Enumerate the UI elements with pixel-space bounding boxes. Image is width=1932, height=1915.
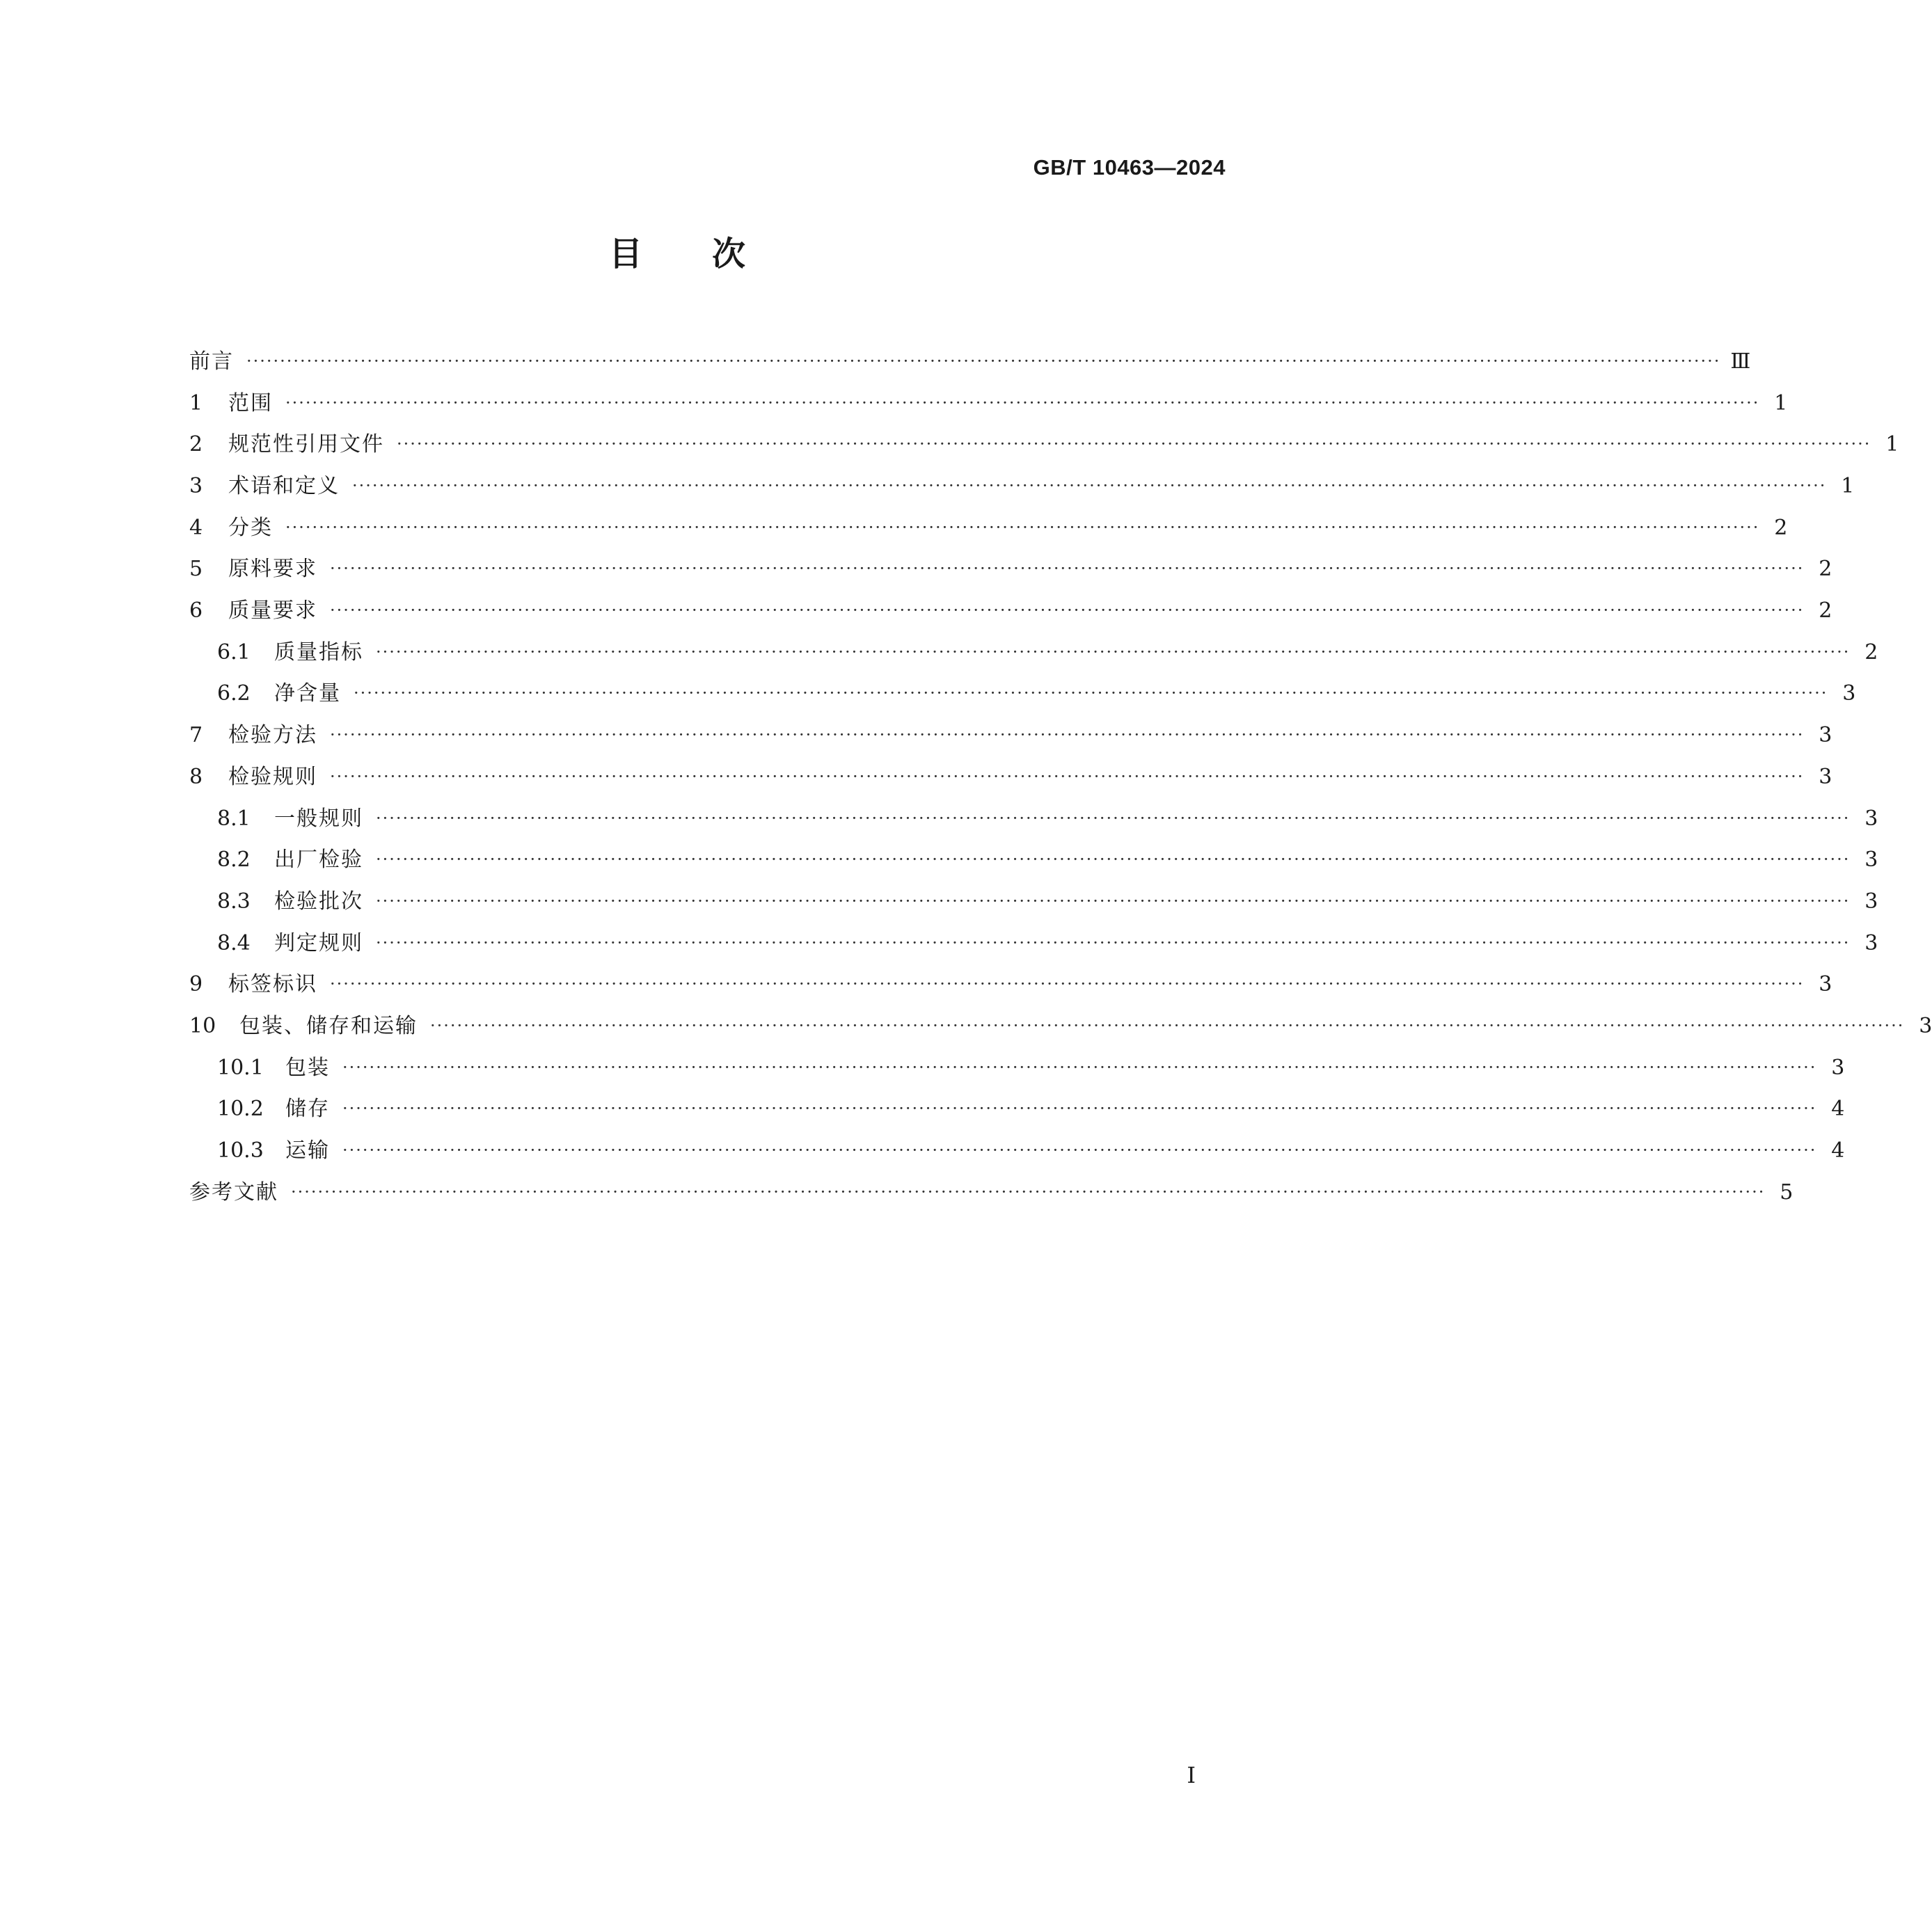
- toc-leader-dots: ····························································································································································································································: [285, 517, 1760, 537]
- toc-entry-page: 3: [1919, 1013, 1932, 1038]
- table-of-contents: [189, 341, 1932, 1213]
- toc-entry-1[interactable]: [189, 383, 1788, 424]
- toc-leader-dots: ····························································································································································································································: [397, 434, 1871, 454]
- toc-entry-number: 8.2: [217, 848, 251, 873]
- toc-entry-number: 1: [189, 390, 203, 415]
- toc-entry-foreword[interactable]: [189, 341, 1751, 383]
- toc-entry-number: 6.2: [217, 681, 251, 706]
- toc-entry-number: 6.1: [217, 639, 251, 665]
- toc-entry-label: 前言: [189, 349, 234, 374]
- toc-entry-8-3[interactable]: [189, 881, 1878, 923]
- toc-leader-dots: ····························································································································································································································: [376, 850, 1851, 870]
- toc-entry-label: 包装、储存和运输: [239, 1013, 418, 1038]
- toc-entry-label: 范围: [228, 390, 273, 415]
- toc-entry-10-1[interactable]: [189, 1047, 1845, 1089]
- toc-entry-page: 3: [1819, 972, 1832, 997]
- toc-entry-page: 3: [1842, 681, 1856, 706]
- toc-entry-number: 10.2: [217, 1097, 264, 1122]
- toc-leader-dots: ····························································································································································································································: [330, 974, 1805, 994]
- toc-leader-dots: ····························································································································································································································: [246, 351, 1721, 371]
- toc-entry-4[interactable]: [189, 507, 1788, 549]
- toc-entry-number: 9: [189, 972, 203, 997]
- toc-entry-8-2[interactable]: [189, 839, 1878, 881]
- toc-entry-label: 原料要求: [228, 557, 317, 582]
- toc-entry-7[interactable]: [189, 715, 1832, 756]
- toc-entry-8[interactable]: [189, 756, 1832, 798]
- toc-leader-dots: ····························································································································································································································: [330, 601, 1805, 621]
- toc-entry-label: 储存: [285, 1097, 330, 1122]
- toc-leader-dots: ····························································································································································································································: [342, 1057, 1817, 1077]
- toc-entry-page: 3: [1864, 930, 1878, 955]
- toc-entry-page: Ⅲ: [1730, 349, 1751, 374]
- toc-entry-page: 1: [1841, 474, 1855, 499]
- toc-entry-10-2[interactable]: [189, 1088, 1845, 1130]
- toc-entry-number: 10.3: [217, 1138, 264, 1163]
- toc-leader-dots: ····························································································································································································································: [430, 1015, 1905, 1035]
- toc-entry-6-2[interactable]: [189, 674, 1856, 715]
- toc-entry-page: 3: [1864, 848, 1878, 873]
- toc-entry-page: 1: [1774, 390, 1788, 415]
- toc-entry-5[interactable]: [189, 548, 1832, 590]
- toc-entry-label: 质量要求: [228, 598, 317, 623]
- toc-entry-6-1[interactable]: [189, 632, 1878, 674]
- toc-leader-dots: ····························································································································································································································: [376, 932, 1851, 953]
- toc-entry-page: 3: [1864, 806, 1878, 831]
- toc-entry-10-3[interactable]: [189, 1130, 1845, 1172]
- toc-leader-dots: ····························································································································································································································: [291, 1182, 1766, 1202]
- toc-entry-2[interactable]: [189, 424, 1899, 466]
- toc-entry-label: 出厂检验: [274, 848, 363, 873]
- toc-entry-label: 包装: [285, 1055, 330, 1080]
- toc-entry-label: 一般规则: [274, 806, 363, 831]
- toc-entry-3[interactable]: [189, 466, 1855, 507]
- toc-leader-dots: ····························································································································································································································: [330, 725, 1805, 745]
- toc-leader-dots: ····························································································································································································································: [354, 683, 1828, 704]
- toc-entry-label: 检验规则: [228, 764, 317, 789]
- toc-entry-6[interactable]: [189, 590, 1832, 632]
- toc-entry-page: 5: [1780, 1179, 1794, 1205]
- toc-leader-dots: ····························································································································································································································: [376, 891, 1851, 911]
- toc-entry-label: 运输: [285, 1138, 330, 1163]
- toc-entry-page: 4: [1831, 1097, 1845, 1122]
- toc-entry-number: 8.3: [217, 889, 251, 914]
- toc-entry-number: 5: [189, 557, 203, 582]
- toc-entry-page: 2: [1819, 598, 1832, 623]
- toc-entry-number: 8: [189, 764, 203, 789]
- toc-entry-page: 3: [1819, 764, 1832, 789]
- toc-entry-number: 10: [189, 1013, 216, 1038]
- toc-entry-label: 规范性引用文件: [228, 432, 384, 457]
- toc-entry-label: 检验方法: [228, 723, 317, 748]
- toc-entry-number: 8.1: [217, 806, 251, 831]
- toc-entry-number: 2: [189, 432, 203, 457]
- toc-entry-number: 7: [189, 723, 203, 748]
- toc-entry-page: 2: [1864, 639, 1878, 665]
- toc-entry-label: 净含量: [274, 681, 341, 706]
- toc-leader-dots: ····························································································································································································································: [342, 1099, 1817, 1119]
- toc-entry-page: 2: [1819, 557, 1832, 582]
- toc-leader-dots: ····························································································································································································································: [376, 642, 1851, 662]
- page-number: I: [1187, 1762, 1196, 1788]
- toc-leader-dots: ····························································································································································································································: [330, 766, 1805, 786]
- toc-entry-label: 分类: [228, 515, 273, 540]
- toc-entry-number: 4: [189, 515, 203, 540]
- toc-entry-page: 1: [1885, 432, 1899, 457]
- toc-entry-label: 术语和定义: [228, 474, 340, 499]
- toc-entry-label: 标签标识: [228, 972, 317, 997]
- toc-entry-page: 3: [1819, 723, 1832, 748]
- toc-entry-page: 2: [1774, 515, 1788, 540]
- toc-entry-10[interactable]: [189, 1006, 1932, 1047]
- toc-entry-number: 3: [189, 474, 203, 499]
- page-title: 目次: [608, 235, 815, 273]
- toc-entry-label: 判定规则: [274, 930, 363, 955]
- toc-entry-page: 3: [1831, 1055, 1845, 1080]
- toc-entry-page: 3: [1864, 889, 1878, 914]
- toc-leader-dots: ····························································································································································································································: [342, 1141, 1817, 1161]
- toc-entry-8-4[interactable]: [189, 923, 1878, 964]
- toc-entry-number: 6: [189, 598, 203, 623]
- toc-entry-9[interactable]: [189, 964, 1832, 1006]
- toc-entry-label: 检验批次: [274, 889, 363, 914]
- toc-leader-dots: ····························································································································································································································: [376, 808, 1851, 828]
- toc-entry-bibliography[interactable]: [189, 1172, 1794, 1214]
- toc-entry-label: 质量指标: [274, 639, 363, 665]
- toc-entry-number: 8.4: [217, 930, 251, 955]
- toc-entry-page: 4: [1831, 1138, 1845, 1163]
- standard-code: GB/T 10463—2024: [1033, 155, 1226, 180]
- toc-entry-label: 参考文献: [189, 1179, 278, 1205]
- toc-leader-dots: ····························································································································································································································: [352, 476, 1827, 496]
- toc-entry-number: 10.1: [217, 1055, 264, 1080]
- toc-leader-dots: ····························································································································································································································: [285, 392, 1760, 413]
- toc-entry-8-1[interactable]: [189, 798, 1878, 840]
- toc-leader-dots: ····························································································································································································································: [330, 559, 1805, 579]
